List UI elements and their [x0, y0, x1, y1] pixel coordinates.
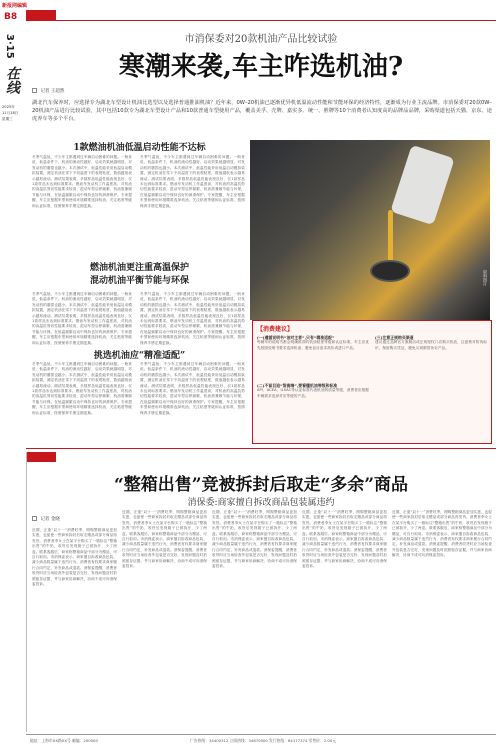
- article-divider: [26, 448, 496, 449]
- byline2-icon: [32, 516, 37, 521]
- article2-byline: [32, 516, 60, 522]
- article2-byline-text: 记者 金晓: [40, 517, 60, 522]
- byline-icon: [32, 88, 37, 93]
- article2-title: “整箱出售”竞被拆封后取走“多余”商品: [113, 475, 409, 495]
- sidebar-divider: [26, 452, 27, 732]
- tips-title: 【消费建议】: [257, 326, 294, 333]
- header-rule: [26, 20, 496, 21]
- body-column-2: 冬季气温低，不少车主都遇到过车辆启动困难的问题。一般来说，低温条件下，机油的流动性越好，启动效果就越明显，对发动机的磨损也越小。本次测试中，低温性能采用低温启动模拟装置，测定机油在零下不同温度下的表观粘度，数值越低表示越易流动。测试结果表明，多数样品低温性能表现良好，仅1款样品未达到标准要求。燃油车发动机工作温度高，对机油的高温抗剪切性能要求较高，混动车型启停频繁，机油需兼顾节能与环保，在低温频繁启动中保持良好的润滑保护。专家提醒，车主应根据车型和使用环境精准选择机油，关注粘度等级和认证标准，按照保养手册定期更换。: [140, 155, 245, 208]
- tip-1-head: (一)遵循说明书“油对主者”,只有“精准适配”: [257, 335, 335, 340]
- article1-title: 寒潮来袭,车主咋选机油?: [118, 52, 404, 82]
- article1-byline: [32, 88, 64, 94]
- page-sidebar: [0, 10, 26, 121]
- article1-lead: 湖北汽车保养时，应选择专为湖北车型设计机油比选型以及选择普通推油机油？近年来，0W–20机油已逐渐优异机低温流动性能和节能环保的经济特性，逐渐成为行业主流品牌。市消保委对20款0W–20机油产品进行比较试验，其中包括10款专为湖北车型设计产品和10款普通车型使用产品，覆盖美孚、壳牌、嘉实多、统一、胜牌等10个消费者认知度高的品牌品品牌，采购渠道包括天猫、京东、途虎养车等多个平台。: [32, 100, 492, 122]
- tip-3: [375, 335, 487, 351]
- tip-1: [257, 335, 369, 351]
- body-column-4: 冬季气温低，不少车主都遇到过车辆启动困难的问题。一般来说，低温条件下，机油的流动性越好，启动效果就越明显，对发动机的磨损也越小。本次测试中，低温性能采用低温启动模拟装置，测定机油在零下不同温度下的表观粘度，数值越低表示越易流动。测试结果表明，多数样品低温性能表现良好，仅1款样品未达到标准要求。燃油车发动机工作温度高，对机油的高温抗剪切性能要求较高，混动车型启停频繁，机油需兼顾节能与环保，在低温频繁启动中保持良好的润滑保护。专家提醒，车主应根据车型和使用环境精准选择机油，关注粘度等级和认证标准，按照保养手册定期更换。: [140, 292, 245, 345]
- body-column-3: 冬季气温低，不少车主都遇到过车辆启动困难的问题。一般来说，低温条件下，机油的流动性越好，启动效果就越明显，对发动机的磨损也越小。本次测试中，低温性能采用低温启动模拟装置，测定机油在零下不同温度下的表观粘度，数值越低表示越易流动。测试结果表明，多数样品低温性能表现良好，仅1款样品未达到标准要求。燃油车发动机工作温度高，对机油的高温抗剪切性能要求较高，混动车型启停频繁，机油需兼顾节能与环保，在低温频繁启动中保持良好的润滑保护。专家提醒，车主应根据车型和使用环境精准选择机油，关注粘度等级和认证标准，按照保养手册定期更换。: [32, 292, 132, 345]
- article2-tag-text: 消费提醒: [31, 463, 52, 469]
- tip-1-text: 每辆车的说明书都会明确推荐的机油粘度等级和认证标准，车主应优先按照说明书要求选择机油，避免盲目追求高价或进口产品。: [257, 340, 369, 350]
- date-label: 11月18日: [2, 111, 19, 115]
- engine-cap: [370, 260, 410, 282]
- a2-column-5: 近期，正逢“双十一”消费旺季，网购整箱商品更加实惠，也促使一些商家拆封后取走赠品或部分商品再发货。消费者李女士在某平台购买了一箱标注“整箱出售”的牛奶，收货后发现箱子已被拆开，少了两盒。联系客服后，商家称整箱商品中部分为赠品，可自行取用。市消保委表示，商家擅自拆改商品包装、减少商品数量属于违约行为，消费者有权要求商家履行合同约定，补发商品或退款。消保委提醒，消费者收货时应当场检查外包装是否完好，发现问题及时拍照留存证据，并与商家协商解决，协商不成可向消保委投诉。: [392, 510, 492, 558]
- date-marker: 3·15: [4, 34, 15, 59]
- heading-fuel-oil: 燃油机油更注重高温保护: [89, 263, 189, 273]
- article1-tag: [26, 10, 56, 27]
- page-number: B8: [4, 12, 18, 22]
- article1-tag-text: 消保测评: [31, 21, 52, 27]
- photo-caption: 资料图片: [483, 270, 488, 286]
- section-name: 在线: [4, 66, 20, 94]
- tip-2-head: (二)不盲目追“智高端”,要看懂机油等级和标准: [257, 383, 338, 388]
- tips-box: [252, 320, 492, 444]
- body-column-1: 冬季气温低，不少车主都遇到过车辆启动困难的问题。一般来说，低温条件下，机油的流动性越好，启动效果就越明显，对发动机的磨损也越小。本次测试中，低温性能采用低温启动模拟装置，测定机油在零下不同温度下的表观粘度，数值越低表示越易流动。测试结果表明，多数样品低温性能表现良好，仅1款样品未达到标准要求。燃油车发动机工作温度高，对机油的高温抗剪切性能要求较高，混动车型启停频繁，机油需兼顾节能与环保，在低温频繁启动中保持良好的润滑保护。专家提醒，车主应根据车型和使用环境精准选择机油，关注粘度等级和认证标准，按照保养手册定期更换。: [32, 155, 132, 208]
- a2-column-2: 近期，正逢“双十一”消费旺季，网购整箱商品更加实惠，也促使一些商家拆封后取走赠品或部分商品再发货。消费者李女士在某平台购买了一箱标注“整箱出售”的牛奶，收货后发现箱子已被拆开，少了两盒。联系客服后，商家称整箱商品中部分为赠品，可自行取用。市消保委表示，商家擅自拆改商品包装、减少商品数量属于违约行为，消费者有权要求商家履行合同约定，补发商品或退款。消保委提醒，消费者收货时应当场检查外包装是否完好，发现问题及时拍照留存证据，并与商家协商解决，协商不成可向消保委投诉。: [122, 510, 207, 569]
- year-label: 2025年: [2, 105, 15, 109]
- article2-tag: [26, 452, 56, 469]
- body-column-6: 冬季气温低，不少车主都遇到过车辆启动困难的问题。一般来说，低温条件下，机油的流动性越好，启动效果就越明显，对发动机的磨损也越小。本次测试中，低温性能采用低温启动模拟装置，测定机油在零下不同温度下的表观粘度，数值越低表示越易流动。测试结果表明，多数样品低温性能表现良好，仅1款样品未达到标准要求。燃油车发动机工作温度高，对机油的高温抗剪切性能要求较高，混动车型启停频繁，机油需兼顾节能与环保，在低温频繁启动中保持良好的润滑保护。专家提醒，车主应根据车型和使用环境精准选择机油，关注粘度等级和认证标准，按照保养手册定期更换。: [140, 362, 245, 415]
- tip-2: [257, 383, 369, 399]
- tip-3-head: (三)注意正规购买渠道: [375, 335, 414, 340]
- article1-subtitle: 市消保委对20款机油产品比较试验: [184, 34, 338, 45]
- article2-subtitle: 消保委:商家擅自拆改商品包装属违约: [187, 498, 335, 508]
- oil-bottle: [390, 145, 454, 225]
- a2-column-1: 近期，正逢“双十一”消费旺季，网购整箱商品更加实惠，也促使一些商家拆封后取走赠品或部分商品再发货。消费者李女士在某平台购买了一箱标注“整箱出售”的牛奶，收货后发现箱子已被拆开，少了两盒。联系客服后，商家称整箱商品中部分为赠品，可自行取用。市消保委表示，商家擅自拆改商品包装、减少商品数量属于违约行为，消费者有权要求商家履行合同约定，补发商品或退款。消保委提醒，消费者收货时应当场检查外包装是否完好，发现问题及时拍照留存证据，并与商家协商解决，协商不成可向消保委投诉。: [32, 528, 117, 587]
- heading-low-temp: 1款燃油机油低温启动性能不达标: [73, 143, 206, 153]
- article1-byline-text: 记者 王超然: [40, 89, 65, 94]
- tip-2-text: API、ACEA、ILSAC等认证标准代表机油的质量等级，消费者应根据车辆需求选择对应等级的产品。: [257, 388, 369, 398]
- footer-phones: 广告热线：34400312 订阅热线：34870000 发行热线：64177374 零售价：2.00元: [190, 738, 336, 743]
- a2-column-4: 近期，正逢“双十一”消费旺季，网购整箱商品更加实惠，也促使一些商家拆封后取走赠品或部分商品再发货。消费者李女士在某平台购买了一箱标注“整箱出售”的牛奶，收货后发现箱子已被拆开，少了两盒。联系客服后，商家称整箱商品中部分为赠品，可自行取用。市消保委表示，商家擅自拆改商品包装、减少商品数量属于违约行为，消费者有权要求商家履行合同约定，补发商品或退款。消保委提醒，消费者收货时应当场检查外包装是否完好，发现问题及时拍照留存证据，并与商家协商解决，协商不成可向消保委投诉。: [302, 510, 387, 569]
- a2-column-3: 近期，正逢“双十一”消费旺季，网购整箱商品更加实惠，也促使一些商家拆封后取走赠品或部分商品再发货。消费者李女士在某平台购买了一箱标注“整箱出售”的牛奶，收货后发现箱子已被拆开，少了两盒。联系客服后，商家称整箱商品中部分为赠品，可自行取用。市消保委表示，商家擅自拆改商品包装、减少商品数量属于违约行为，消费者有权要求商家履行合同约定，补发商品或退款。消保委提醒，消费者收货时应当场检查外包装是否完好，发现问题及时拍照留存证据，并与商家协商解决，协商不成可向消保委投诉。: [212, 510, 297, 569]
- weekday-label: 星期三: [2, 117, 13, 121]
- heading-hybrid-oil: 混动机油平衡节能与环保: [89, 276, 189, 286]
- footer-rule: [26, 734, 496, 735]
- engine-oil-photo: [250, 140, 490, 320]
- site-logo: 新报网编辑: [2, 3, 28, 9]
- body-column-5: 冬季气温低，不少车主都遇到过车辆启动困难的问题。一般来说，低温条件下，机油的流动性越好，启动效果就越明显，对发动机的磨损也越小。本次测试中，低温性能采用低温启动模拟装置，测定机油在零下不同温度下的表观粘度，数值越低表示越易流动。测试结果表明，多数样品低温性能表现良好，仅1款样品未达到标准要求。燃油车发动机工作温度高，对机油的高温抗剪切性能要求较高，混动车型启停频繁，机油需兼顾节能与环保，在低温频繁启动中保持良好的润滑保护。专家提醒，车主应根据车型和使用环境精准选择机油，关注粘度等级和认证标准，按照保养手册定期更换。: [32, 362, 132, 415]
- tip-3-text: 建议通过品牌官方旗舰店或正规授权门店购买机油，注意核对防伪标识，保留购买凭证，避免买到假冒伪劣产品。: [375, 340, 487, 350]
- heading-choose-oil: 挑选机油应“精准适配”: [93, 351, 186, 361]
- footer-address: 地址：上海市XX路XX号 邮编：200000: [30, 738, 98, 743]
